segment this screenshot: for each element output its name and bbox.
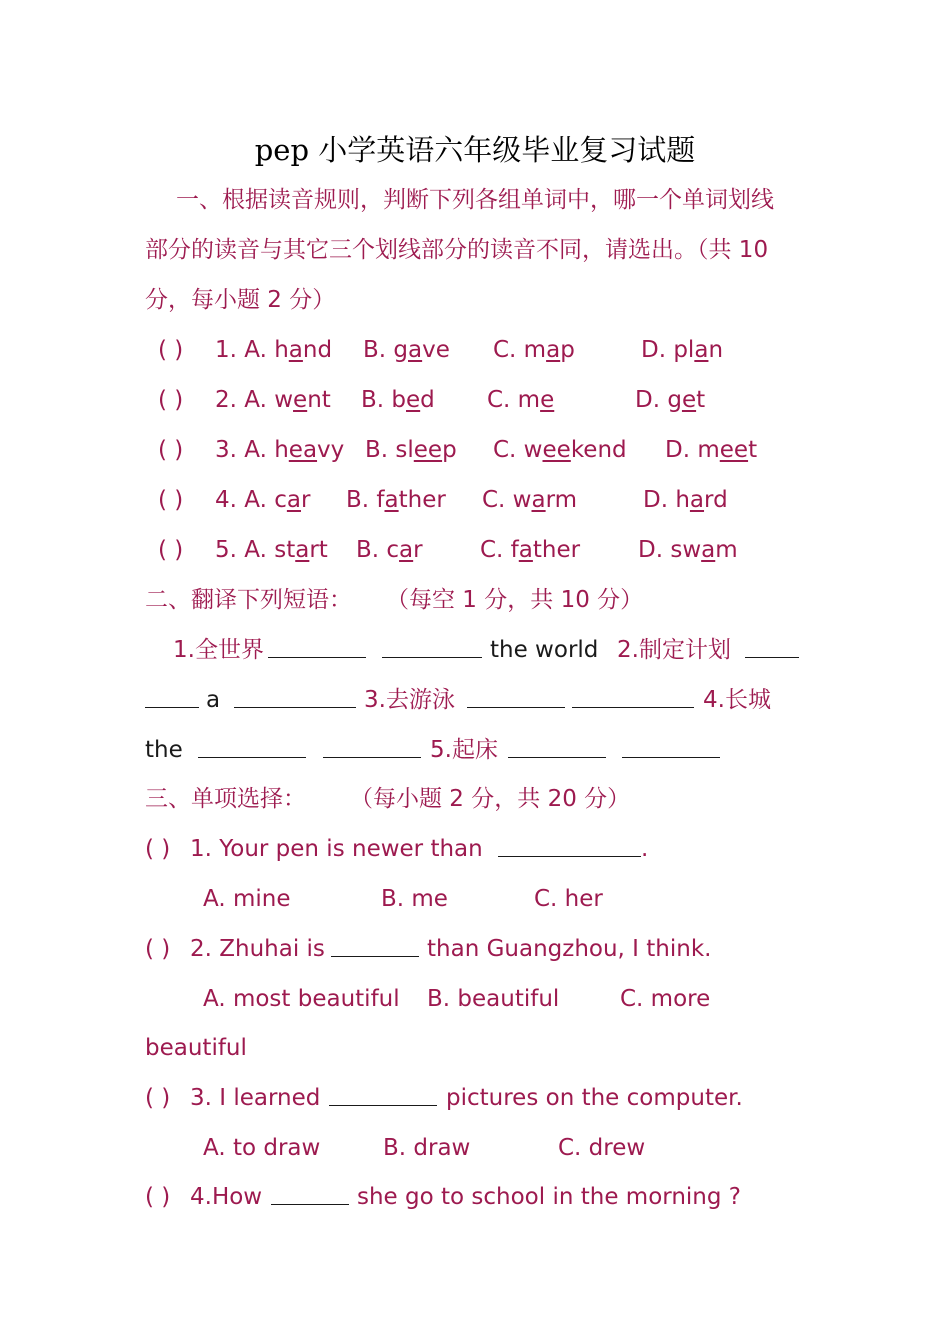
answer-blank[interactable]	[329, 1081, 437, 1106]
option-c[interactable]: C. drew	[558, 1135, 646, 1161]
page-title: pep 小学英语六年级毕业复习试题	[254, 133, 696, 167]
option-a: 3. A. heavy	[215, 437, 345, 463]
option-a: 1. A. hand	[215, 337, 333, 363]
option-a: 4. A. car	[215, 487, 311, 513]
phrase-2-blank-1-cont[interactable]	[145, 683, 199, 708]
option-a: 2. A. went	[215, 387, 331, 413]
section1-instruction-line2: 部分的读音与其它三个划线部分的读音不同，请选出。（共 10	[145, 237, 769, 263]
option-c: C. map	[493, 337, 575, 363]
phrase-1-blank-2[interactable]	[382, 633, 482, 658]
option-c[interactable]: C. her	[534, 886, 603, 912]
question-end: than Guangzhou, I think.	[427, 936, 712, 962]
section3-heading: 三、单项选择：	[145, 786, 306, 812]
question-text: 4.How	[190, 1184, 263, 1210]
option-c: C. me	[487, 387, 555, 413]
option-b[interactable]: B. me	[381, 886, 448, 912]
answer-bracket[interactable]: ( )	[158, 487, 184, 513]
section2-heading: 二、翻译下列短语：	[145, 587, 352, 613]
option-a[interactable]: A. mine	[203, 886, 291, 912]
answer-bracket[interactable]: ( )	[145, 836, 171, 862]
phrase-5-blank-1[interactable]	[508, 733, 606, 758]
answer-bracket[interactable]: ( )	[145, 1184, 171, 1210]
answer-bracket[interactable]: ( )	[158, 537, 184, 563]
question-text: 3. I learned	[190, 1085, 321, 1111]
option-b: B. sleep	[365, 437, 457, 463]
answer-bracket[interactable]: ( )	[158, 337, 184, 363]
answer-bracket[interactable]: ( )	[158, 437, 184, 463]
phrase-1-label: 1.全世界	[173, 637, 264, 663]
question-text: 1. Your pen is newer than	[190, 836, 483, 862]
phrase-2-blank-1[interactable]	[745, 633, 799, 658]
phrase-4-blank-1[interactable]	[198, 733, 306, 758]
answer-blank[interactable]	[271, 1180, 349, 1205]
option-d: D. hard	[643, 487, 728, 513]
section1-instruction-line3: 分，每小题 2 分）	[145, 287, 336, 313]
option-c: C. warm	[482, 487, 578, 513]
phrase-2-blank-2[interactable]	[234, 683, 356, 708]
answer-bracket[interactable]: ( )	[145, 1085, 171, 1111]
option-d: D. plan	[641, 337, 724, 363]
option-b[interactable]: B. draw	[383, 1135, 471, 1161]
section2-score: （每空 1 分，共 10 分）	[386, 587, 644, 613]
option-d: D. get	[635, 387, 706, 413]
phrase-5-label: 5.起床	[430, 737, 498, 763]
option-c: C. father	[480, 537, 581, 563]
question-end: she go to school in the morning ?	[357, 1184, 741, 1210]
phrase-5-blank-2[interactable]	[622, 733, 720, 758]
phrase-1-blank-1[interactable]	[268, 633, 366, 658]
phrase-2-label: 2.制定计划	[617, 637, 731, 663]
option-c[interactable]: C. more	[620, 986, 711, 1012]
answer-bracket[interactable]: ( )	[145, 936, 171, 962]
option-d: D. swam	[638, 537, 738, 563]
phrase-1-text: the world	[490, 637, 599, 663]
phrase-3-label: 3.去游泳	[364, 687, 455, 713]
option-a[interactable]: A. to draw	[203, 1135, 321, 1161]
section1-instruction-line1: 一、根据读音规则，判断下列各组单词中，哪一个单词划线	[176, 187, 774, 213]
option-b[interactable]: B. beautiful	[427, 986, 560, 1012]
phrase-4-label: 4.长城	[703, 687, 771, 713]
question-end: .	[641, 836, 649, 862]
phrase-4-blank-2[interactable]	[323, 733, 421, 758]
question-end: pictures on the computer.	[446, 1085, 743, 1111]
option-b: B. bed	[361, 387, 435, 413]
option-b: B. car	[356, 537, 423, 563]
option-a: 5. A. start	[215, 537, 328, 563]
option-b: B. gave	[363, 337, 450, 363]
option-c: C. weekend	[493, 437, 627, 463]
option-b: B. father	[346, 487, 446, 513]
answer-blank[interactable]	[498, 832, 641, 857]
option-a[interactable]: A. most beautiful	[203, 986, 400, 1012]
option-c-wrap: beautiful	[145, 1035, 247, 1061]
answer-blank[interactable]	[331, 932, 419, 957]
section3-score: （每小题 2 分，共 20 分）	[350, 786, 631, 812]
question-text: 2. Zhuhai is	[190, 936, 325, 962]
phrase-3-blank-1[interactable]	[467, 683, 565, 708]
phrase-3-blank-2[interactable]	[572, 683, 694, 708]
answer-bracket[interactable]: ( )	[158, 387, 184, 413]
phrase-4-text: the	[145, 737, 183, 763]
phrase-2-text: a	[206, 687, 221, 713]
option-d: D. meet	[665, 437, 758, 463]
